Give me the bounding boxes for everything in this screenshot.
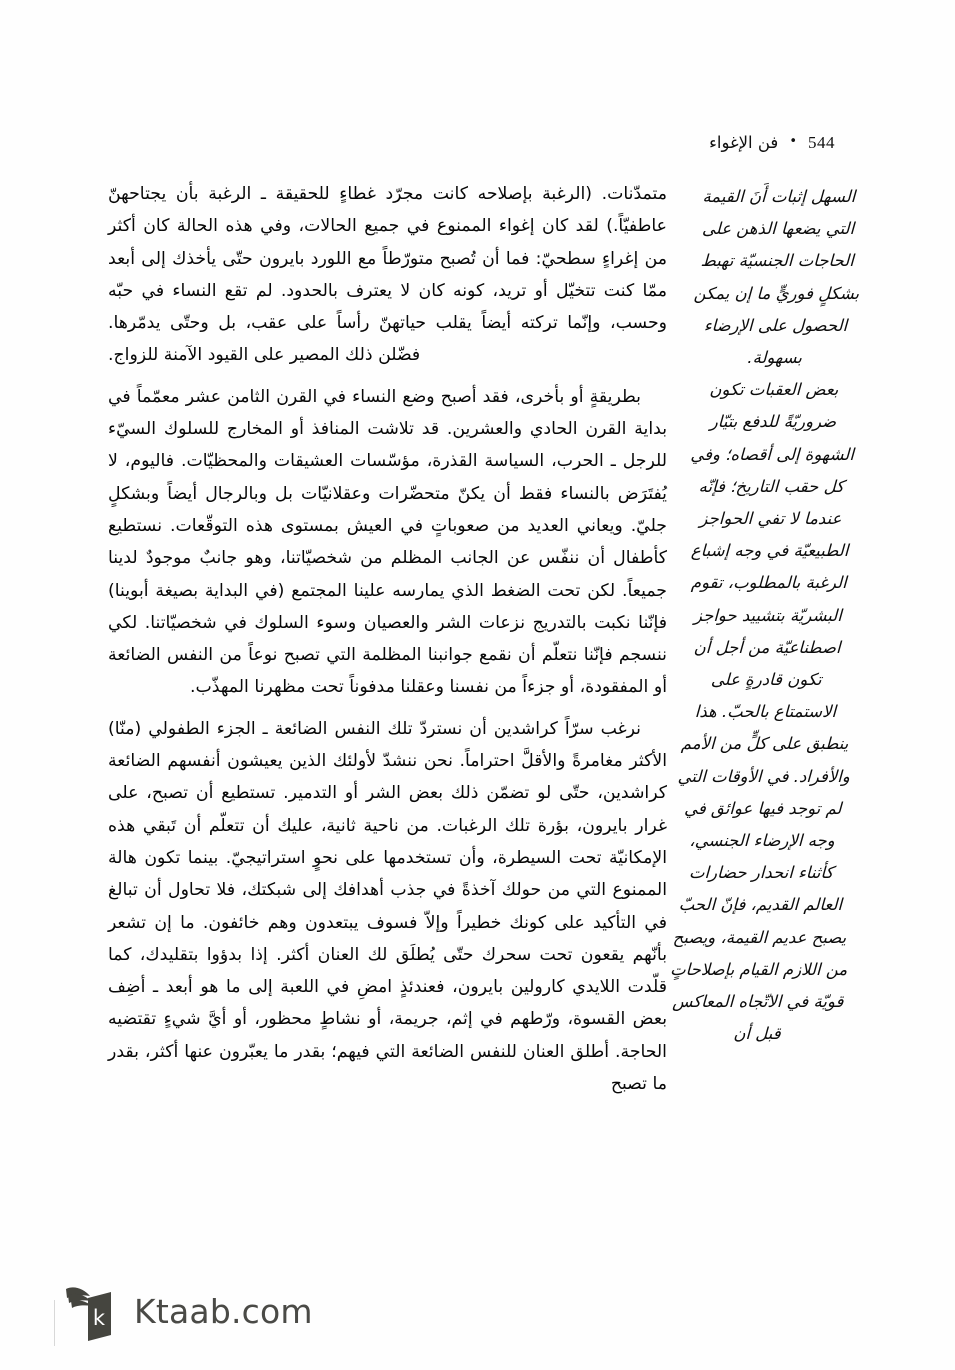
body-paragraph: نرغب سرّاً كراشدين أن نستردّ تلك النفس الضائعة ـ الجزء الطفولي (منّا) الأكثر مغامرةً والأقلَّ احتراماً. نحن ننشدّ لأولئك الذين يعيشون أنفسهم الضائعة كراشدين، حتّى لو تضمّن ذلك بعض الشر أو التدمير. تستطيع أن تصبح، على غرار بايرون، بؤرة تلك الرغبات. من ناحية ثانية، عليك أن تتعلّم أن تَبقي هذه الإمكانيّة تحت السيطرة، وأن تستخدمها على نحوٍ استراتيجيّ. بينما تكون هالة الممنوع التي من حولك آخذةً في جذب أهدافك إلى شبكتك، فلا تحاول أن تبالغ في التأكيد على كونك خطيراً وإلاّ فسوف يبتعدون وهم خائفون. ما إن تشعر بأنّهم يقعون تحت سحرك حتّى يُطلَق لك العنان أكثر. إذا بدؤوا بتقليدك، كما قلّدت اللايدي كارولين بايرون، فعندئذٍ امضِ في اللعبة إلى ما هو أبعد ـ أضِف بعض القسوة، ورّطهم في إثم، جريمة، أو نشاطٍ محظور، أو أيَّ شيءٍ تقتضيه الحاجة. أطلق العنان للنفس الضائعة التي فيهم؛ بقدر ما يعبّرون عنها أكثر، بقدر ما تصبح xyxy=(108,718,667,1095)
body-paragraph: بطريقةٍ أو بأخرى، فقد أصبح وضع النساء في القرن الثامن عشر معمّماً في بداية القرن الحادي والعشرين. قد تلاشت المنافذ أو المخارج للسلوك السيّء للرجل ـ الحرب، السياسة القذرة، مؤسّسات العشيقات والمحظيّات. فاليوم، لا يُفتَرَض بالنساء فقط أن يكنّ متحضّرات وعقلانيّات بل وبالرجال أيضاً وبشكلٍ جليّ. ويعاني العديد من صعوباتٍ في العيش بمستوى هذه التوقّعات. نستطيع كأطفال أن ننفّس عن الجانب المظلم من شخصيّاتنا، وهو جانبٌ موجودٌ لدينا جميعاً. لكن تحت الضغط الذي يمارسه علينا المجتمع (في البداية بصيغة أبوينا) فإنّنا نكبت بالتدريج نزعات الشر والعصيان وسوء السلوك في شخصيّاتنا. لكي ننسجم فإنّنا نتعلّم أن نقمع جوانبنا المظلمة التي تصبح نوعاً من النفس الضائعة أو المفقودة، أو جزءاً من نفسنا وعقلنا مدفوناً تحت مظهرنا المهذّب. xyxy=(108,386,667,698)
watermark xyxy=(64,1283,313,1343)
open-book-icon xyxy=(64,1283,122,1343)
main-text-column xyxy=(108,178,667,1109)
margin-note-column xyxy=(668,178,869,1050)
running-head-separator-dot: • xyxy=(789,134,797,149)
margin-note-paragraph: السهل إثبات أَنَ القيمة التي يضعها الذهن على الحاجات الجنسيّة تهبط بشكلٍ فوريٍّ ما إن يمكن الحصول على الإرضاء بسهولة. xyxy=(693,187,860,368)
book-title: فن الإغواء xyxy=(709,133,779,152)
watermark-label: Ktaab.com xyxy=(134,1292,313,1331)
page-number: 544 xyxy=(808,133,835,152)
svg-text:k: k xyxy=(92,1306,106,1330)
margin-note-paragraph: بعض العقبات تكون ضروريّةً للدفع بتيّار الشهوة إلى أقصاه؛ وفي كل حقب التاريخ؛ فإنّه عندما لا تفي الحواجز الطبيعيّة في وجه إشباع الرغبة بالمطلوب، تقوم البشريّة بتشييد حواجز اصطناعيّة من أجل أن تكون قادرةٍ على الاستمتاع بالحبّ. هذا ينطبق على كلٍّ من الأمم والأفراد. في الأوقات التي لم توجد فيها عوائق في وجه الإرضاء الجنسي، كأثناء انحدار حضارات العالم القديم، فإنّ الحبّ يصبح عديم القيمة، ويصبح من اللازم القيام بإصلاحاتٍ قويّة في الاتّجاه المعاكس قبل أن xyxy=(669,380,855,1044)
page-content xyxy=(108,178,860,1109)
body-paragraph: متمدّنات. (الرغبة بإصلاحه كانت مجرّد غطاءٍ للحقيقة ـ الرغبة بأن يجتاحهنّ عاطفيّاً.) لقد كان إغواء الممنوع في جميع الحالات، وفي هذه الحالة كان أكثر من إغراءٍ سطحيّ: فما أن تُصبح متورّطاً مع اللورد بايرون حتّى يأخذك إلى أبعد ممّا كنت تتخيّل أو تريد، كونه كان لا يعترف بالحدود. لم تقع النساء في حبّه وحسب، وإنّما تركته أيضاً يقلب حياتهنّ رأساً على عقب، بل وحتّى يدمّرها. فضّلن ذلك المصير على القيود الآمنة للزواج. xyxy=(108,184,667,366)
watermark-divider xyxy=(54,1300,55,1346)
running-head xyxy=(415,133,835,153)
